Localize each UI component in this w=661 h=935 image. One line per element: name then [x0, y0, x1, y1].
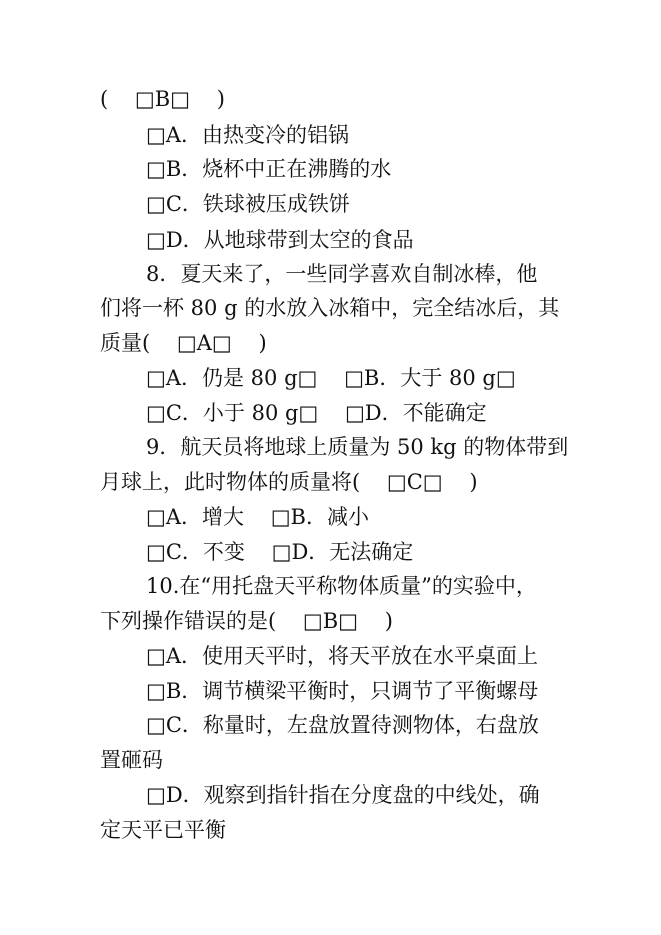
q9-stem-line-2: 月球上，此时物体的质量将( □C□ )	[100, 470, 478, 494]
q9-options-cd: □C．不变 □D．无法确定	[146, 540, 414, 564]
q8-stem-line-3: 质量( □A□ )	[100, 331, 267, 355]
q7-option-b: □B．烧杯中正在沸腾的水	[146, 157, 392, 181]
q10-option-a: □A．使用天平时，将天平放在水平桌面上	[146, 644, 539, 668]
q8-options-cd: □C．小于 80 g□ □D．不能确定	[146, 401, 487, 425]
q10-option-c-line-1: □C．称量时，左盘放置待测物体，右盘放	[146, 713, 539, 737]
q9-stem-line-1: 9．航天员将地球上质量为 50 kg 的物体带到	[146, 435, 569, 459]
q10-option-d-line-1: □D．观察到指针指在分度盘的中线处，确	[146, 783, 540, 807]
q10-option-d-line-2: 定天平已平衡	[100, 818, 226, 842]
q10-option-c-line-2: 置砸码	[100, 748, 163, 772]
q10-stem-line-1: 10.在“用托盘天平称物体质量”的实验中，	[146, 574, 537, 598]
q7-option-d: □D．从地球带到太空的食品	[146, 228, 414, 252]
q7-option-c: □C．铁球被压成铁饼	[146, 192, 350, 216]
q9-options-ab: □A．增大 □B．减小	[146, 505, 369, 529]
q7-answer-line: ( □B□ )	[100, 87, 225, 111]
q10-stem-line-2: 下列操作错误的是( □B□ )	[100, 609, 393, 633]
q8-stem-line-1: 8．夏天来了，一些同学喜欢自制冰棒，他	[146, 262, 538, 286]
q8-stem-line-2: 们将一杯 80 g 的水放入冰箱中，完全结冰后，其	[100, 296, 560, 320]
q8-options-ab: □A．仍是 80 g□ □B．大于 80 g□	[146, 366, 516, 390]
q7-option-a: □A．由热变冷的铝锅	[146, 123, 350, 147]
q10-option-b: □B．调节横梁平衡时，只调节了平衡螺母	[146, 679, 539, 703]
